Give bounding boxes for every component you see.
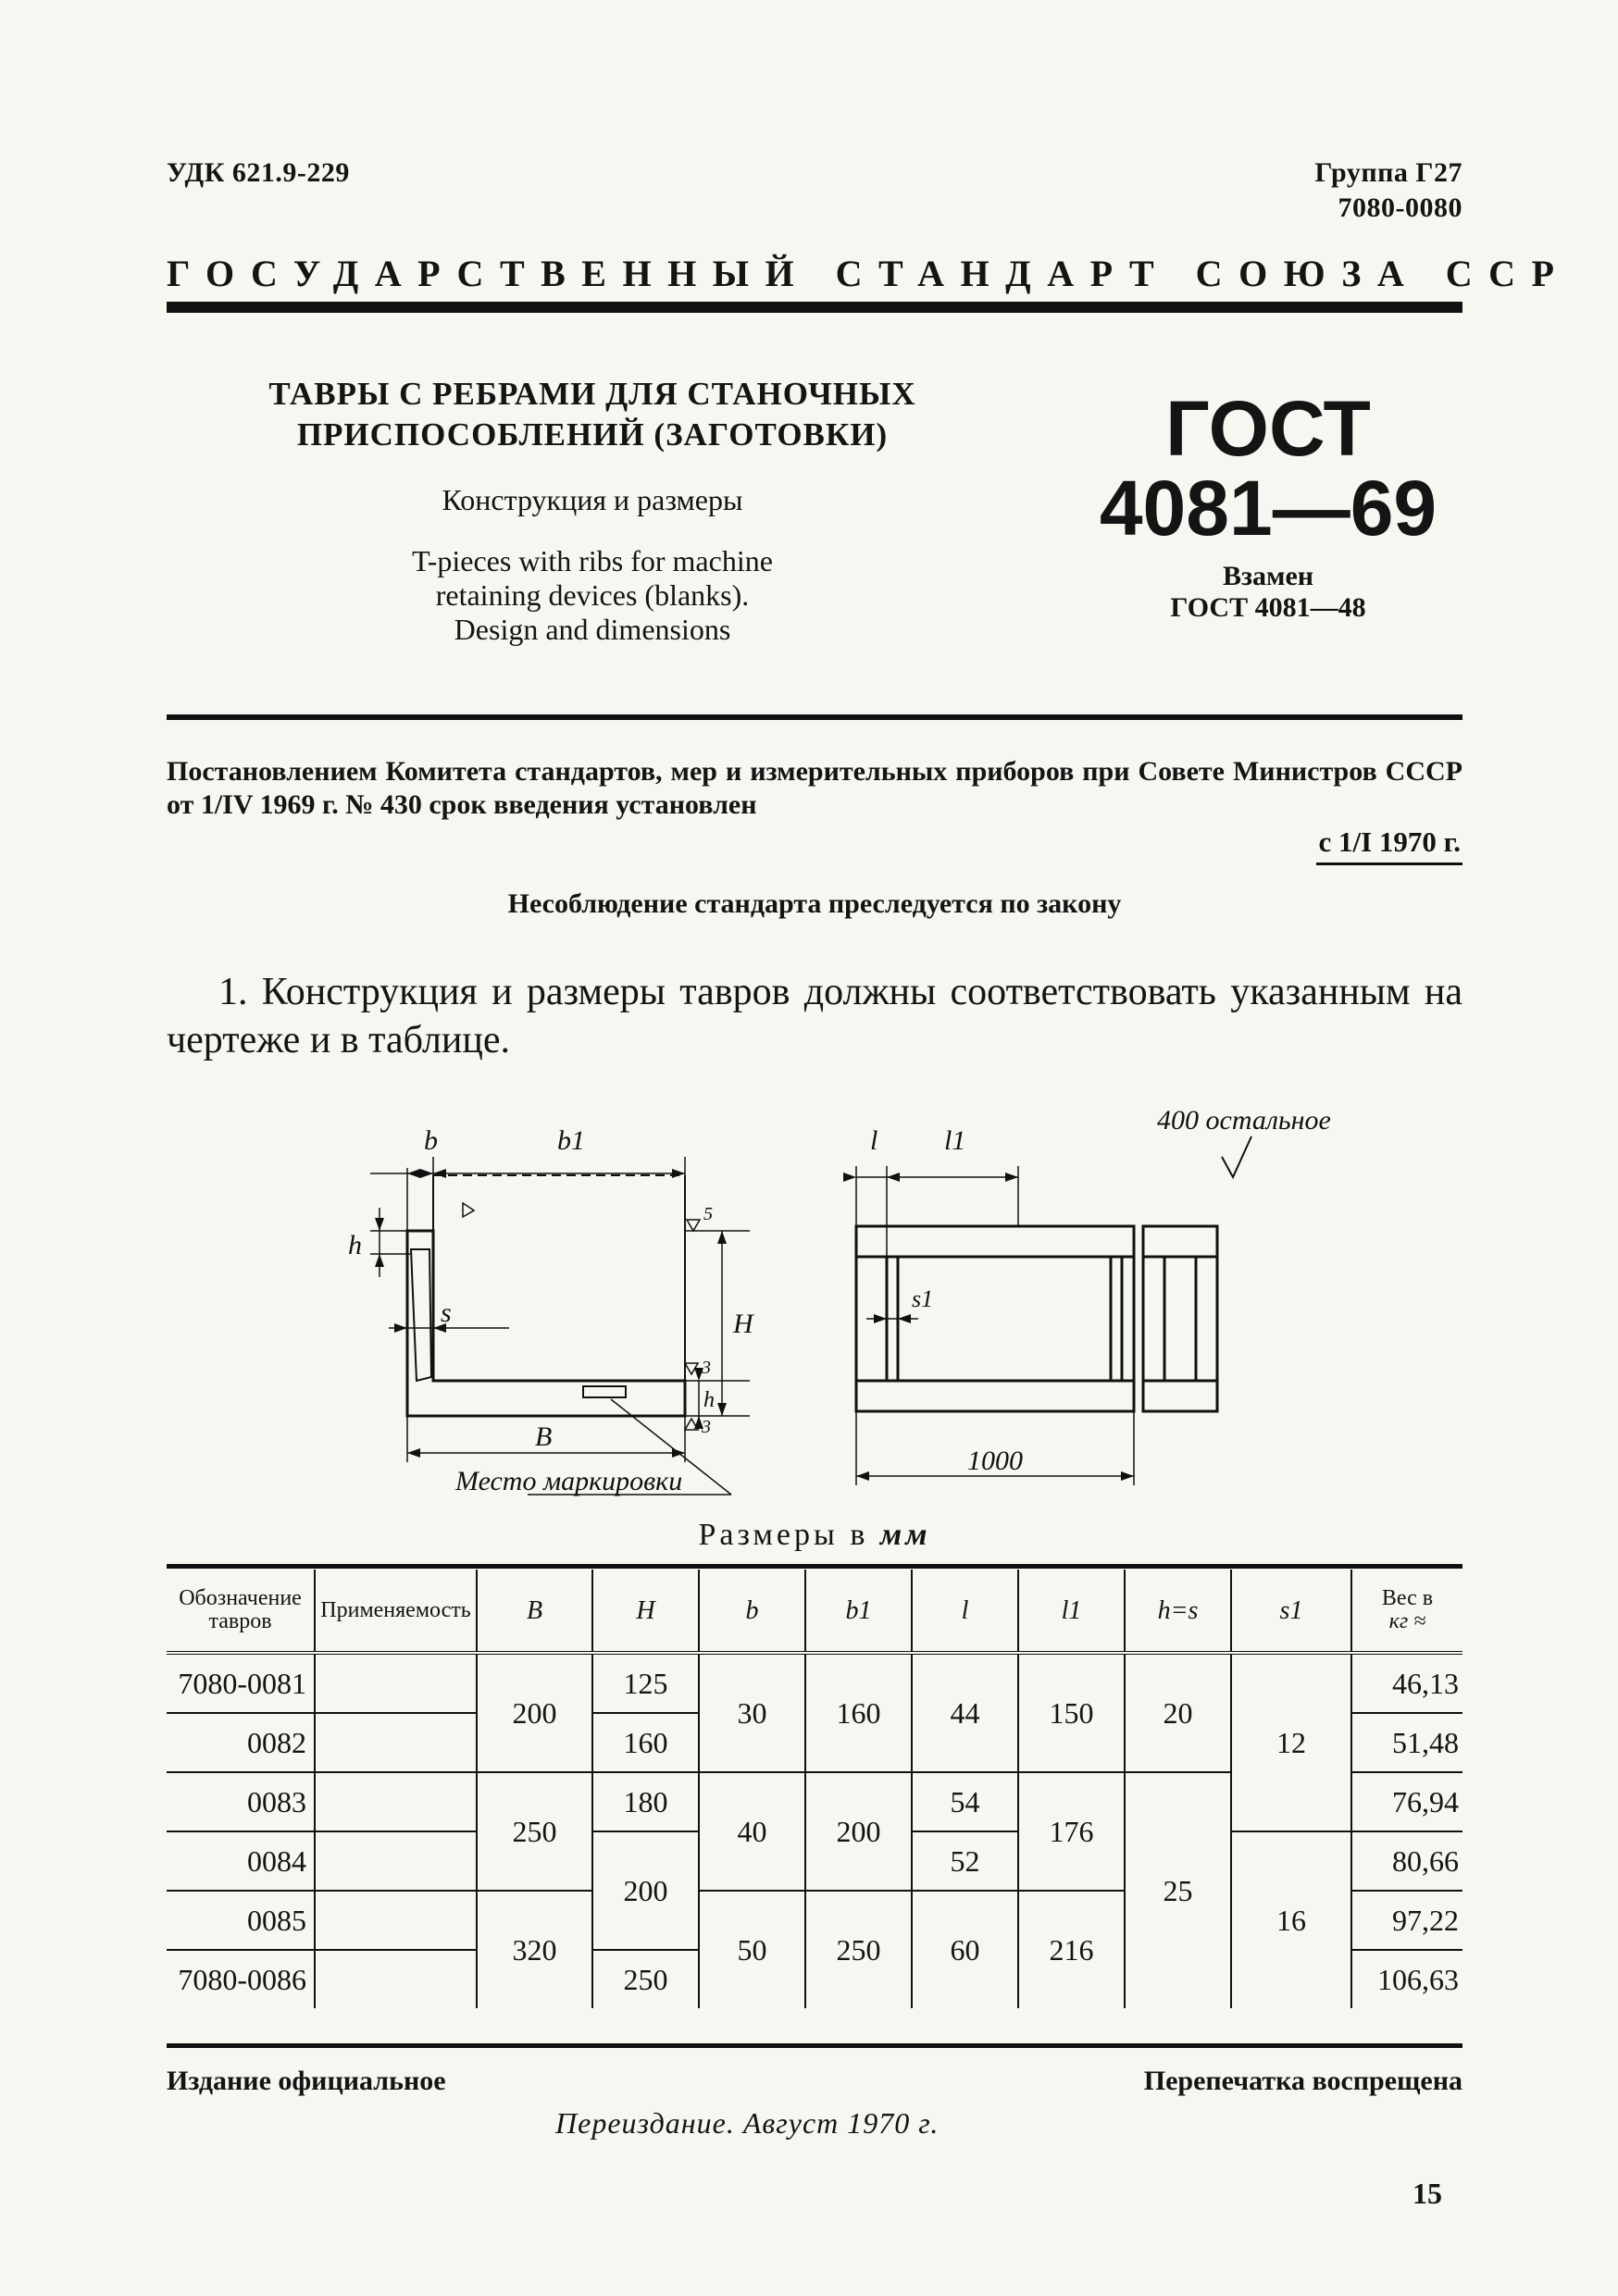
dim-label-s: s: [441, 1297, 452, 1328]
cell-usage: [315, 1831, 477, 1891]
dim-label-h2: h: [703, 1388, 715, 1412]
title-en-line2: retaining devices (blanks).: [435, 578, 750, 612]
section-rib: [411, 1249, 431, 1381]
cell-b1: 160: [805, 1653, 912, 1772]
cell-usage: [315, 1713, 477, 1772]
cell-hs: 25: [1125, 1772, 1231, 2008]
banner-rule: [167, 302, 1462, 313]
cell-code: 7080-0081: [167, 1653, 315, 1713]
replaces-block: [1092, 561, 1444, 624]
title-ru-line1: ТАВРЫ С РЕБРАМИ ДЛЯ СТАНОЧНЫХ: [268, 376, 916, 412]
tri-label-bot: 3: [702, 1417, 711, 1437]
col-header-weight: [1351, 1570, 1462, 1653]
standard-banner: ГОСУДАРСТВЕННЫЙ СТАНДАРТ СОЮЗА ССР: [167, 253, 1571, 294]
law-notice: Несоблюдение стандарта преследуется по закону: [507, 888, 1122, 919]
subtitle-ru: Конструкция и размеры: [442, 483, 743, 516]
dim-label-s1: s1: [912, 1285, 934, 1312]
cell-code: 0083: [167, 1772, 315, 1831]
cell-usage: [315, 1653, 477, 1713]
cell-H: 180: [592, 1772, 699, 1831]
product-code: 7080-0080: [1338, 192, 1462, 223]
replaces-value: ГОСТ 4081—48: [1170, 592, 1366, 623]
cell-usage: [315, 1772, 477, 1831]
cell-B: 250: [477, 1772, 592, 1891]
cell-weight: 51,48: [1351, 1713, 1462, 1772]
decree-text: Постановлением Комитета стандартов, мер и измерительных приборов при Совете Министров СССР от 1/IV 1969 г. № 430 срок введения установлен: [167, 756, 1462, 820]
dim-label-H: H: [733, 1309, 753, 1339]
title-ru: [222, 374, 963, 455]
reprint-prohibited: Перепечатка воспрещена: [1143, 2066, 1462, 2096]
decree-date: с 1/I 1970 г.: [1316, 825, 1462, 865]
cell-weight: 76,94: [1351, 1772, 1462, 1831]
gost-number: 4081—69: [1099, 465, 1438, 552]
cell-H: 250: [592, 1950, 699, 2008]
cell-code: 0082: [167, 1713, 315, 1772]
dim-label-1000: 1000: [967, 1446, 1023, 1476]
caption-unit: мм: [879, 1518, 931, 1552]
cell-weight: 106,63: [1351, 1950, 1462, 2008]
cell-B: 200: [477, 1653, 592, 1772]
cell-code: 7080-0086: [167, 1950, 315, 2008]
col-header-usage: Применяемость: [315, 1570, 477, 1653]
title-en-line3: Design and dimensions: [454, 613, 731, 646]
cell-usage: [315, 1950, 477, 2008]
caption-text: Размеры в: [698, 1518, 880, 1552]
col-header-l1: l1: [1018, 1570, 1125, 1653]
official-edition: Издание официальное: [167, 2066, 446, 2096]
table-caption: [167, 1518, 1462, 1553]
cell-l1: 216: [1018, 1891, 1125, 2008]
cell-b: 30: [699, 1653, 805, 1772]
dim-label-l1: l1: [944, 1125, 966, 1156]
cell-l: 44: [912, 1653, 1018, 1772]
gost-number-block: [1092, 385, 1444, 552]
dim-label-l: l: [870, 1125, 878, 1156]
col-header-hs: h=s: [1125, 1570, 1231, 1653]
gost-label: ГОСТ: [1165, 385, 1371, 472]
cell-b1: 250: [805, 1891, 912, 2008]
cell-b1: 200: [805, 1772, 912, 1891]
cell-hs: 20: [1125, 1653, 1231, 1772]
clause-1: 1. Конструкция и размеры тавров должны соответствовать указанным на чертеже и в таблице.: [167, 971, 1462, 1061]
cell-code: 0084: [167, 1831, 315, 1891]
cell-s1: 12: [1231, 1653, 1351, 1831]
col-header-B: B: [477, 1570, 592, 1653]
dim-label-h: h: [348, 1230, 362, 1260]
cell-code: 0085: [167, 1891, 315, 1950]
end-view-outline: [1143, 1226, 1217, 1411]
weight-header-line1: Вес в: [1381, 1586, 1434, 1610]
marking-label: Место маркировки: [455, 1466, 683, 1496]
dim-label-B: B: [535, 1421, 553, 1452]
dim-label-b1: b1: [557, 1125, 585, 1156]
cell-l: 60: [912, 1891, 1018, 2008]
col-header-designation: Обозначение тавров: [167, 1570, 315, 1653]
cell-l: 54: [912, 1772, 1018, 1831]
marking-plate: [583, 1386, 626, 1397]
cell-H: 125: [592, 1653, 699, 1713]
table-top-rule: [167, 1564, 1462, 1569]
table-row: [167, 1653, 1462, 1713]
col-header-b: b: [699, 1570, 805, 1653]
cell-H: 160: [592, 1713, 699, 1772]
replaces-label: Взамен: [1222, 561, 1314, 591]
technical-drawing: [315, 1111, 1462, 1508]
cell-usage: [315, 1891, 477, 1950]
title-en-line1: T-pieces with ribs for machine: [412, 544, 773, 577]
page-number: 15: [1413, 2177, 1442, 2210]
cell-B: 320: [477, 1891, 592, 2008]
cell-b: 50: [699, 1891, 805, 2008]
udk-code: УДК 621.9-229: [167, 157, 350, 188]
cell-b: 40: [699, 1772, 805, 1891]
roughness-note: 400 остальное: [1157, 1111, 1331, 1136]
tri-label-mid: 3: [702, 1358, 711, 1378]
cell-s1: 16: [1231, 1831, 1351, 2008]
reissue-note: Переиздание. Август 1970 г.: [555, 2106, 940, 2140]
cell-weight: 46,13: [1351, 1653, 1462, 1713]
tri-label-top: 5: [703, 1204, 713, 1224]
col-header-s1: s1: [1231, 1570, 1351, 1653]
table-bottom-rule: [167, 2043, 1462, 2048]
group-code: Группа Г27: [1314, 157, 1462, 188]
dimensions-table: [167, 1570, 1462, 2008]
title-ru-line2: ПРИСПОСОБЛЕНИЙ (ЗАГОТОВКИ): [296, 416, 889, 453]
cell-l1: 176: [1018, 1772, 1125, 1891]
dim-label-b: b: [424, 1125, 438, 1156]
cell-l: 52: [912, 1831, 1018, 1891]
col-header-b1: b1: [805, 1570, 912, 1653]
cell-weight: 80,66: [1351, 1831, 1462, 1891]
weight-header-line2: кг ≈: [1388, 1609, 1426, 1633]
roughness-mark: [1222, 1136, 1251, 1177]
cell-l1: 150: [1018, 1653, 1125, 1772]
col-header-l: l: [912, 1570, 1018, 1653]
title-en: [278, 544, 907, 647]
cell-weight: 97,22: [1351, 1891, 1462, 1950]
col-header-H: H: [592, 1570, 699, 1653]
title-rule: [167, 714, 1462, 720]
cell-H: 200: [592, 1831, 699, 1950]
